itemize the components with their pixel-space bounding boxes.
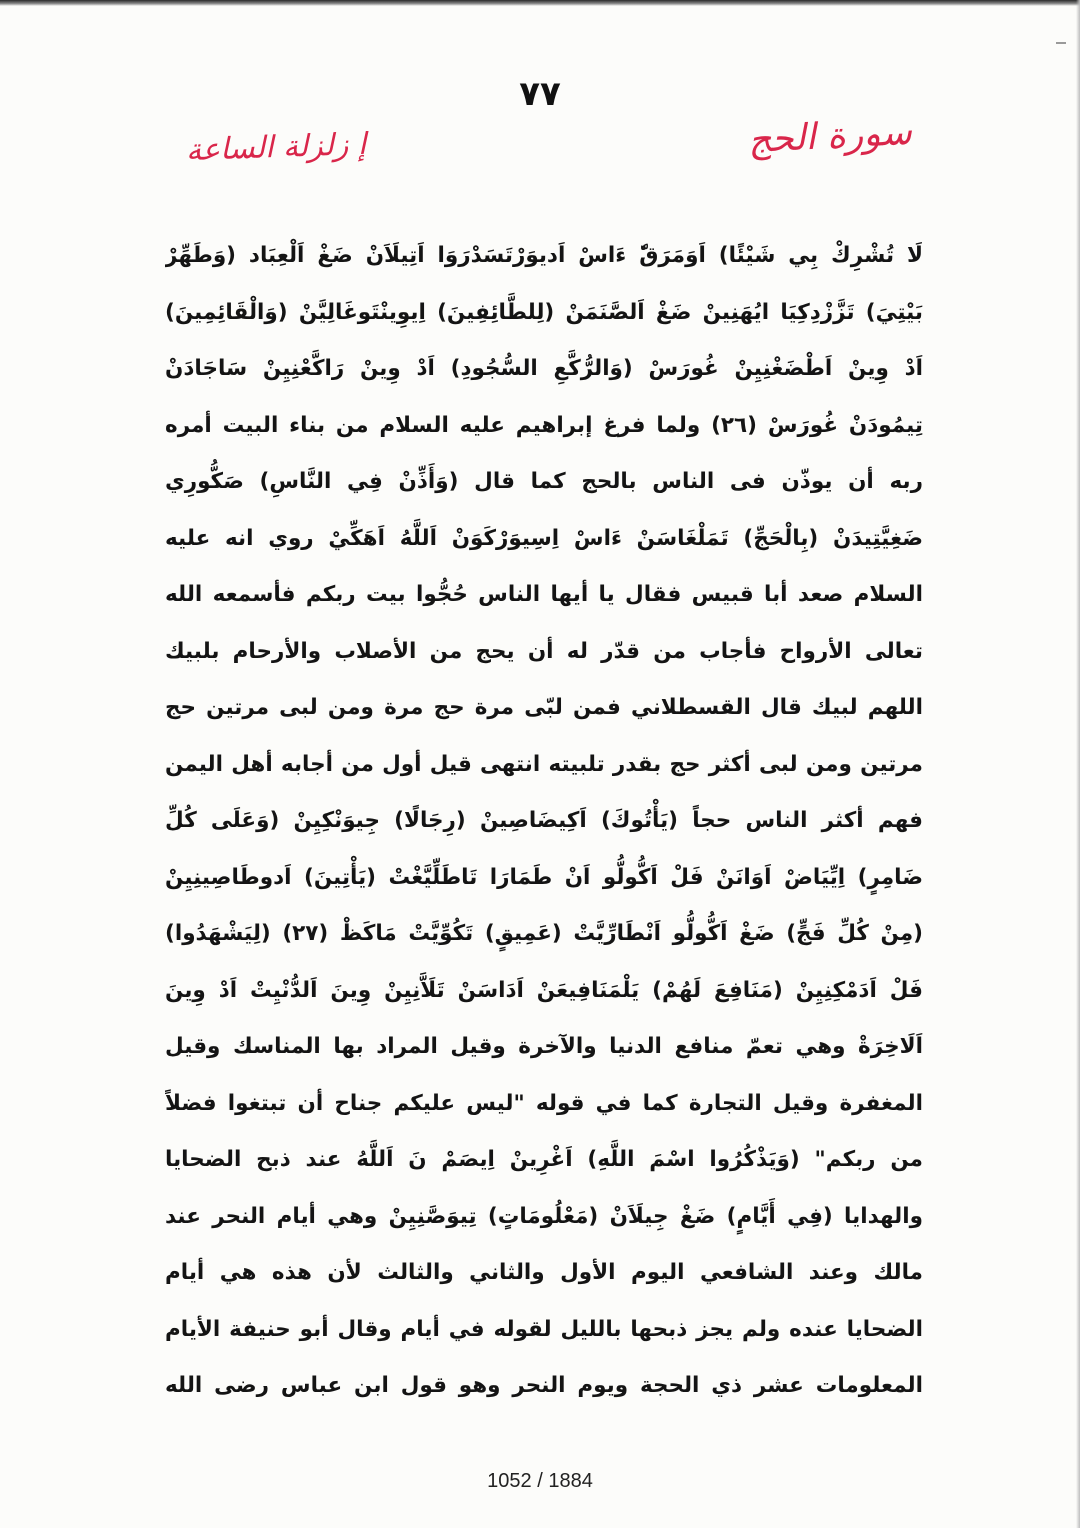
text-line: المعلومات عشر ذي الحجة ويوم النحر وهو قول ابن عباس رضى الله <box>165 1373 923 1398</box>
scan-border-right <box>1076 0 1080 1528</box>
text-line: ضَغِيَّتِيدَنْ (بِالْحَجِّ) تَمَلْغَاسَنْ ءَاسْ اِسِيوَرْكَوَنْ اَللَّهُ اَهَكِّيْ روي انه عليه <box>165 525 923 551</box>
text-line: اللهم لبيك قال القسطلاني فمن لبّى مرة حج مرة ومن لبى مرتين حج <box>165 695 923 720</box>
scan-mark <box>1056 42 1066 44</box>
page-number: ٧٧ <box>519 74 561 114</box>
body-text <box>165 228 923 1415</box>
text-line: والهدايا (فِي أَيَّامٍ) ضَغْ جِيلَاَنْ (مَعْلُومَاتٍ) تِيوَصَّنِيِنْ وهي أيام النحر عند <box>165 1203 923 1229</box>
handwritten-topic-note: إ زلزلة الساعة <box>185 126 367 169</box>
text-line: فَلْ اَدَمْكِنِيِنْ (مَنَافِعَ لَهُمْ) يَلْمَنَافِيعَنْ اَدَاسَنْ تَلَاَّنِيِنْ وِينَ اَلدُّنْيِتْ اَدْ وِينَ <box>165 977 923 1003</box>
page-counter: 1052 / 1884 <box>487 1470 593 1492</box>
text-line: تعالى الأرواح فأجاب من قدّر له أن يحج من الأصلاب والأرحام بلبيك <box>165 638 923 664</box>
text-line: المغفرة وقيل التجارة كما في قوله "ليس عليكم جناح أن تبتغوا فضلاً <box>165 1090 923 1116</box>
text-line: لَا تُشْرِكْ بِي شَيْئًا) اَوَمَرَقّٗ ءَاسْ اَديوَرْتَسَدْرَوَا اَتِيلَاَنْ ضَغْ اَلْعِبَاد (وَطَهِّرْ <box>165 243 923 268</box>
text-line: من ربكم" (وَيَذْكُرُوا اسْمَ اللَّهِ) اَغْرِينْ اِيصَمْ نَ اَللَّهُ عند ذبح الضحايا <box>165 1147 923 1172</box>
text-line: بَيْتِيَ) تَزَّزْدِكِيَا ايُهَنِينْ ضَغْ اَلصَّنَمَنْ (لِلطَّائِفِينَ) اِيوِينْتَوغَالِيَّنْ (وَالْقَائِمِينَ) <box>165 299 923 325</box>
handwritten-surah-note: سورة الحج <box>747 111 913 162</box>
text-line: مرتين ومن لبى أكثر حج بقدر تلبيته انتهى قيل أول من أجابه أهل اليمن <box>165 751 923 777</box>
text-line: اَدْ وِينْ اَطْضَغْنِيِنْ غُورَسْ (وَالرُّكَّعِ السُّجُودِ) اَدْ وِينْ رَاكَّعْنِيِنْ سَاجَادَنْ <box>165 356 923 381</box>
text-line: تِيمُودَنْ غُورَسْ (٢٦) ولما فرغ إبراهيم عليه السلام من بناء البيت أمره <box>165 412 923 438</box>
text-line: الضحايا عنده ولم يجز ذبحها بالليل لقوله في أيام وقال أبو حنيفة الأيام <box>165 1316 923 1342</box>
text-line: (مِنْ كُلِّ فَجٍّ) ضَغْ اَكُّولُّو اَنْطَارِّيَّتْ (عَمِيقٍ) تَكُوِّيَّتْ مَاكَظْ (٢٧) (لِيَشْهَدُوا) <box>165 921 923 946</box>
text-line: ربه أن يوذّن فى الناس بالحج كما قال (وَأَذِّنْ فِي النَّاسِ) صَكُّورِي <box>165 469 923 494</box>
text-line: اَلَاخِرَةْ وهي تعمّ منافع الدنيا والآخرة وقيل المراد بها المناسك وقيل <box>165 1034 923 1059</box>
text-line: فهم أكثر الناس حجاً (يَأْتُوكَ) اَكِيضَاصِينْ (رِجَالًا) جِيوَنْكِيِنْ (وَعَلَى كُلِّ <box>165 808 923 833</box>
text-line: السلام صعد أبا قبيس فقال يا أيها الناس حُجُّوا بيت ربكم فأسمعه الله <box>165 582 923 607</box>
scan-border-top <box>0 0 1080 6</box>
text-line: ضَامِرٍ) اِيِّيَاضْ اَوَانَنْ فَلْ اَكُّولُّو اَنْ طَمَارَا تَاطَلِّيَّغْتْ (يَأْتِينَ) اَدوطَاصِينِيِنْ <box>165 864 923 890</box>
text-line: مالك وعند الشافعي اليوم الأول والثاني والثالث لأن هذه هي أيام <box>165 1260 923 1285</box>
